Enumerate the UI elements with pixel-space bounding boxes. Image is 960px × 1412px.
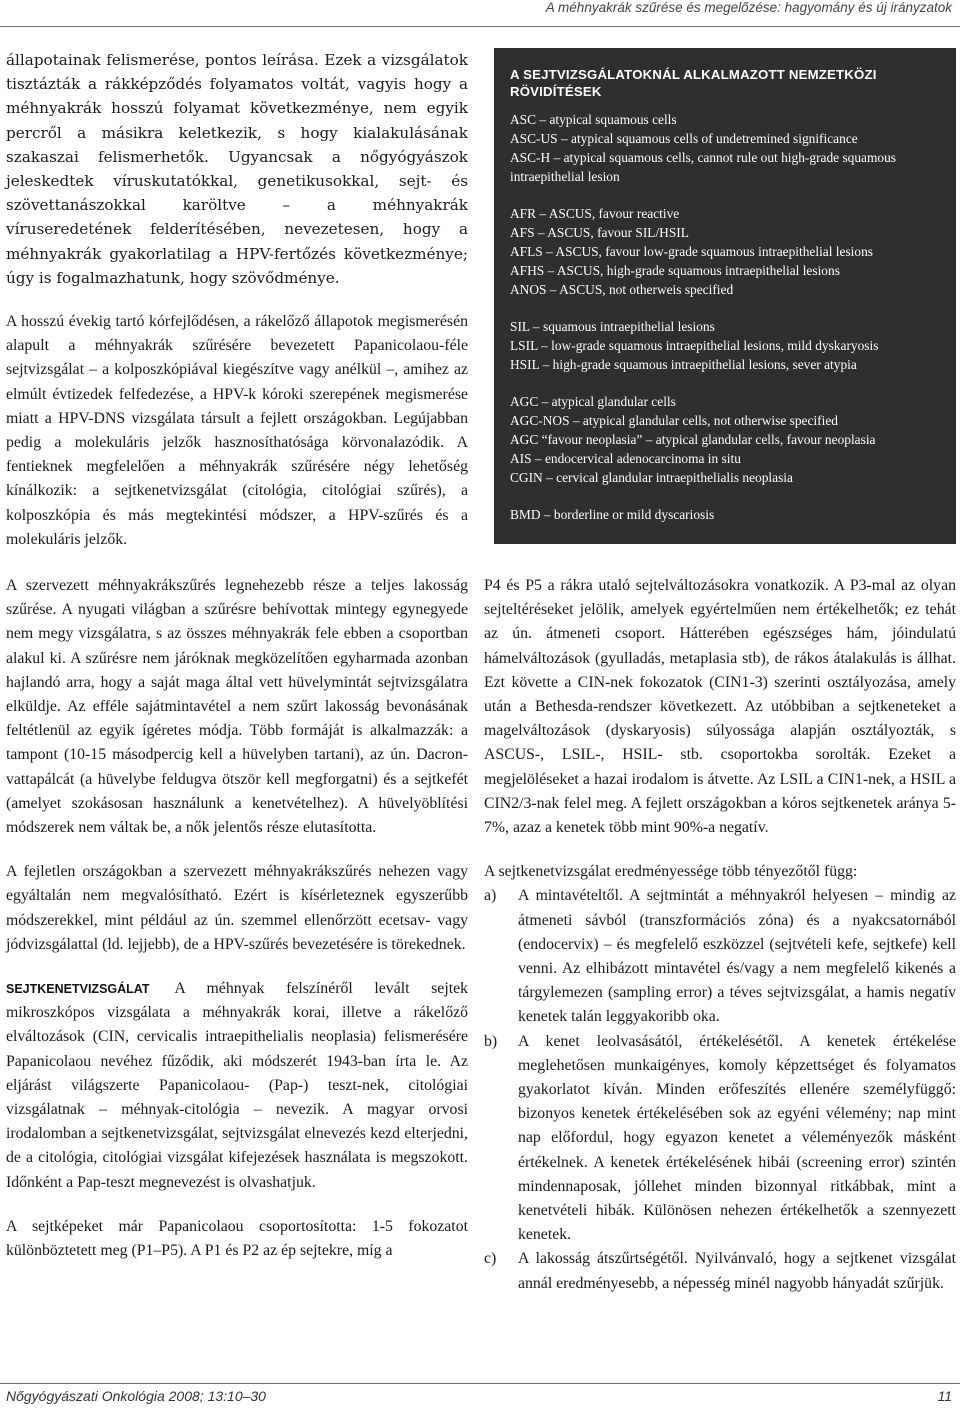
abbreviation-row: AGC – atypical glandular cells [510, 394, 676, 409]
left-column-top [6, 48, 468, 552]
abbreviation-row: AFLS – ASCUS, favour low-grade squamous intraepithelial lesions [510, 244, 873, 259]
abbreviation-row: AGC “favour neoplasia” – atypical glandular cells, favour neoplasia [510, 432, 876, 447]
abbreviation-row: ASC-H – atypical squamous cells, cannot rule out high-grade squamous intraepithelial lesion [510, 150, 897, 184]
abbreviation-group [510, 505, 950, 524]
abbreviation-row: AGC-NOS – atypical glandular cells, not otherwise specified [510, 413, 838, 428]
paragraph: állapotainak felismerése, pontos leírása. Ezek a vizsgálatok tisztázták a rákképződés folyamatos voltát, vagyis hogy a méhnyakrák hosszú folyamat következménye, nem egyik percről a másikra keletkezik, s hogy kialakulásának szakaszai felismerhetők. Ugyancsak a nőgyógyászok jeleskedtek víruskutatókkal, genetikusokkal, sejt- és szövettanászokkal karöltve – a méhnyakrák víruseredetének felderítésében, nevezetesen, hogy a méhnyakrák gyakorlatilag a HPV-fertőzés következménye; úgy is fogalmazhatunk, hogy szövődménye. [6, 51, 468, 287]
abbreviation-row: HSIL – high-grade squamous intraepithelial lesions, sever atypia [510, 357, 857, 372]
list-item-marker: a) [484, 887, 497, 905]
abbreviation-row: ASC – atypical squamous cells [510, 112, 677, 127]
right-column-bottom [484, 574, 956, 1296]
abbreviation-group [510, 392, 950, 487]
list-item-text: A lakosság átszűrtségétől. Nyilvánvaló, hogy a sejtkenet vizsgálat annál eredményesebb, a népesség minél nagyobb hányadát szűrjük. [518, 1250, 956, 1292]
paragraph: A sejtképeket már Papanicolaou csoportosította: 1-5 fokozatot különböztetett meg (P1–P5). A P1 és P2 az ép sejtekre, míg a [6, 1217, 468, 1260]
abbreviation-group [510, 110, 950, 186]
list-item-marker: b) [484, 1032, 498, 1050]
abbreviation-box [494, 48, 956, 544]
abbreviation-row: AFHS – ASCUS, high-grade squamous intraepithelial lesions [510, 263, 840, 278]
list-lead: A sejtkenetvizsgálat eredményessége több tényezőtől függ: [484, 863, 858, 881]
abbreviation-row: SIL – squamous intraepithelial lesions [510, 319, 715, 334]
paragraph [6, 977, 468, 1195]
factor-list [484, 884, 956, 1295]
abbreviation-row: ASC-US – atypical squamous cells of undetremined significance [510, 131, 858, 146]
abbreviation-row: AIS – endocervical adenocarcinoma in situ [510, 451, 741, 466]
paragraph-text: A méhnyak felszínéről levált sejtek mikroszkópos vizsgálata a méhnyakrák korai, illetve a rákelőző elváltozások (CIN, cervicalis intraepithelialis neoplasia) felismerésére Papanicolaou nevéhez fűződik, aki módszerét 1943-ban írta le. Az eljárást világszerte Papanicolaou- (Pap-) teszt-nek, citológiai vizsgálatnak – méhnyak-citológia – nevezik. A magyar orvosi irodalomban a sejtkenetvizsgálat, sejtvizsgálat elnevezés kezd elterjedni, de a citológia, citológiai vizsgálat kifejezések használata is megszokott. Időnként a Pap-teszt megnevezést is olvashatjuk. [6, 980, 469, 1191]
footer-rule [0, 1383, 960, 1384]
abbreviation-group [510, 317, 950, 374]
list-item [484, 884, 956, 1029]
list-item [484, 1247, 956, 1295]
journal-citation: Nőgyógyászati Onkológia 2008; 13:10–30 [6, 1388, 266, 1404]
paragraph: A hosszú évekig tartó kórfejlődésen, a rákelőző állapotok megismerésén alapult a méhnyakrák szűrésére bevezetett Papanicolaou-féle sejtvizsgálat – a kolposzkópiával kiegészítve vagy anélkül –, amihez az elmúlt évtizedek felfedezése, a HPV-k kóroki szerepének megismerése miatt a HPV-DNS vizsgálata társult a fejlett országokban. Legújabban pedig a molekuláris jelzők hasznosíthatósága körvonalazódik. A fentieknek megfelelően a méhnyakrák szűrésére négy lehetőség kínálkozik: a sejtkenetvizsgálat (citológia, citológiai szűrés), a kolposzkópia és más megtekintési módszer, a HPV-szűrés és a molekuláris jelzők. [6, 313, 468, 548]
abbreviation-row: AFR – ASCUS, favour reactive [510, 206, 680, 221]
abbreviation-row: BMD – borderline or mild dyscariosis [510, 507, 715, 522]
list-item-text: A kenet leolvasásától, értékelésétől. A kenetek értékelése meglehetősen munkaigényes, komoly képzettséget és folyamatos gyakorlatot kíván. Minden erőfeszítés ellenére személyfüggő: bizonyos kenetek értékelésében sok az egyéni vélemény; nap mint nap előfordul, hogy egyazon kenetet a véleményezők másként értékelnek. A kenetek értékelésének hibái (screening error) szintén mindennaposak, jóllehet minden bizonnyal ritkábbak, mint a kenetvételi hibák. Különösen nehezen értékelhetők a szennyezett kenetek. [518, 1032, 956, 1244]
abbreviation-row: AFS – ASCUS, favour SIL/HSIL [510, 225, 689, 240]
abbreviation-row: CGIN – cervical glandular intraepithelialis neoplasia [510, 470, 793, 485]
running-header: A méhnyakrák szűrése és megelőzése: hagyomány és új irányzatok [545, 0, 952, 15]
header-rule [0, 26, 960, 27]
abbreviation-row: LSIL – low-grade squamous intraepithelial lesions, mild dyskaryosis [510, 338, 879, 353]
abbreviation-box-title: A SEJTVIZSGÁLATOKNÁL ALKALMAZOTT NEMZETKÖZI RÖVIDÍTÉSEK [510, 67, 877, 99]
abbreviation-group [510, 204, 950, 299]
list-item-text: A mintavételtől. A sejtmintát a méhnyakról helyesen – mindig az átmeneti sávból (transzformációs zóna) és a nyakcsatornából (endocervix) – és megfelelő eszközzel (sejtvételi kefe, sejtkefe) kell venni. Az elhibázott mintavétel és/vagy a nem megfelelő kikenés a tárgylemezen (sampling error) a téves sejtvizsgálat, a hamis negatív kenetek talán leggyakoribb oka. [518, 887, 956, 1026]
list-item [484, 1030, 956, 1248]
paragraph: A szervezett méhnyakrákszűrés legnehezebb része a teljes lakosság szűrése. A nyugati világban a szűrésre behívottak mintegy egynegyede nem megy vizsgálatra, s az összes méhnyakrák fele ebben a csoportban alakul ki. A szűrésre nem járóknak megközelítően egyharmada azonban hajlandó arra, hogy a saját maga által vett hüvelymintát sejtvizsgálatra elküldje. Az efféle sajátmintavétel a nem szűrt lakosság bevonásának feltétlenül az egyik ígéretes módja. Több formáját is alkalmazzák: a tampont (10-15 másodpercig kell a hüvelyben tartani), az ún. Dacron-vattapálcát (a hüvelybe feldugva ötször kell megforgatni) és a sejtkefét (amelyet szokásosan használunk a kenetvételhez). A hüvelyöblítési módszerek nem váltak be, a nők jelentős része elutasította. [6, 577, 468, 837]
section-heading: SEJTKENETVIZSGÁLAT [6, 982, 150, 997]
abbreviation-list [510, 110, 950, 542]
abbreviation-row: ANOS – ASCUS, not otherweis specified [510, 282, 734, 297]
page-number: 11 [937, 1388, 952, 1404]
paragraph: P4 és P5 a rákra utaló sejtelváltozásokra vonatkozik. A P3-mal az olyan sejteltéréseket jelölik, amelyek egyértelműen nem értékelhetők; ez tehát az ún. átmeneti csoport. Hátterében egészséges hám, jóindulatú hámelváltozások (gyulladás, metaplasia stb), de rákos átalakulás is állhat. Ezt követte a CIN-nek fokozatok (CIN1-3) szerinti osztályozása, amely után a Bethesda-rendszer következett. Az utóbbiban a sejtkeneteket a magelváltozások (dyskaryosis) súlyossága alapján osztályozták, s ASCUS-, LSIL-, HSIL- stb. csoportokba sorolták. Ezeket a megjelöléseket a hazai irodalom is átvette. Az LSIL a CIN1-nek, a HSIL a CIN2/3-nak felel meg. A fejlett országokban a kóros sejtkenetek aránya 5-7%, azaz a kenetek több mint 90%-a negatív. [484, 577, 956, 837]
paragraph: A fejletlen országokban a szervezett méhnyakrákszűrés nehezen vagy egyáltalán nem megvalósítható. Ezért is kísérleteznek egyszerűbb módszerekkel, mint például az ún. szemmel ellenőrzött ecetsav- vagy jódvizsgálattal (ld. lejjebb), de a HPV-szűrés bevezetésére is törekednek. [6, 863, 468, 953]
list-item-marker: c) [484, 1250, 497, 1268]
left-column-bottom [6, 574, 468, 1263]
